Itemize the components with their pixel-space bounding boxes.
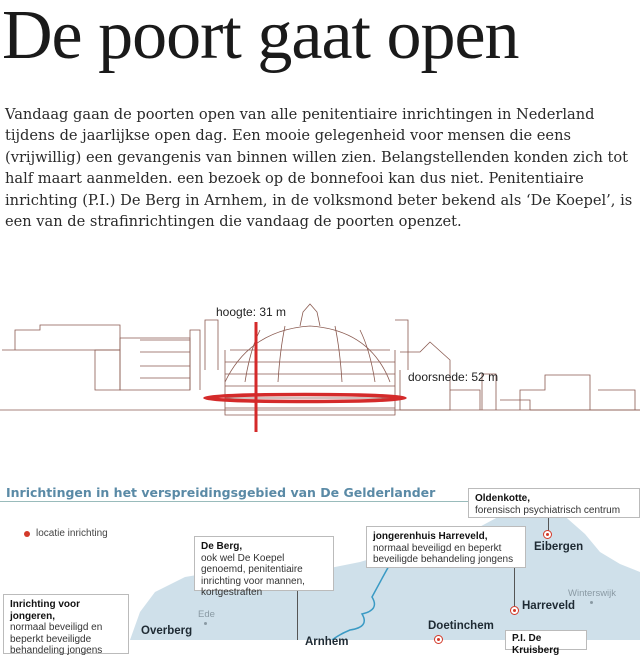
box-name: jongerenhuis Harreveld, [373,531,488,542]
koepel-drawing [0,290,640,450]
building-cross-section-illustration [0,290,640,450]
box-desc: normaal beveiligd en beperkt beveiligde behandeling jongens [10,622,103,656]
info-box-harreveld [366,526,526,568]
info-box-kruisberg [505,630,587,656]
location-dot-icon [24,531,30,537]
leader-line [514,566,515,606]
diameter-label: doorsnede: 52 m [408,370,499,384]
info-box-oldenkotte [468,488,640,518]
box-name: Inrichting voor jongeren, [10,599,80,622]
box-name: Oldenkotte, [475,493,531,504]
town-dot-icon [590,601,593,604]
info-box-de-berg [194,536,334,598]
info-box-jongeren [3,594,129,654]
map-title-rule [0,501,470,502]
location-marker-icon [510,606,519,615]
town-dot-icon [204,622,207,625]
city-harreveld: Harreveld [522,600,576,612]
box-desc: forensisch psychiatrisch centrum [475,504,621,516]
page-title: De poort gaat open [2,0,519,74]
article-paragraph: Vandaag gaan de poorten open van alle penitentiaire inrichtingen in Nederland tijdens de jaarlijkse open dag. Een mooie gelegenheid voor mensen die eens (vrijwillig) een gevangenis van binnen willen zien. Belangstellenden konden zich tot half maart aanmelden. een bezoek op de bonnefooi kan dus niet. Penitentiaire inrichting (P.I.) De Berg in Arnhem, in de volksmond beter bekend als ‘De Koepel’, is een van de strafinrichtingen die vandaag de poorten openzet. [5,106,633,231]
town-winterswijk: Winterswijk [568,588,617,599]
article-body [5,104,637,232]
city-eibergen: Eibergen [534,541,584,553]
location-marker-icon [543,530,552,539]
leader-line [297,590,298,640]
box-desc: normaal beveiligd en beperkt beveiligde behandeling jongens [373,542,514,565]
town-ede: Ede [198,609,215,620]
city-doetinchem: Doetinchem [428,620,494,632]
legend-label: locatie inrichting [36,528,108,539]
box-desc: ook wel De Koepel genoemd, penitentiaire inrichting voor mannen, kortgestraften [201,552,305,598]
city-arnhem: Arnhem [305,636,349,648]
map-legend [24,528,108,539]
height-label: hoogte: 31 m [216,305,287,319]
box-name: De Berg, [201,541,243,552]
city-overberg: Overberg [141,625,193,637]
leader-line [548,517,549,531]
box-name: P.I. De Kruisberg [512,633,560,656]
map-title: Inrichtingen in het verspreidingsgebied van De Gelderlander [6,485,436,500]
